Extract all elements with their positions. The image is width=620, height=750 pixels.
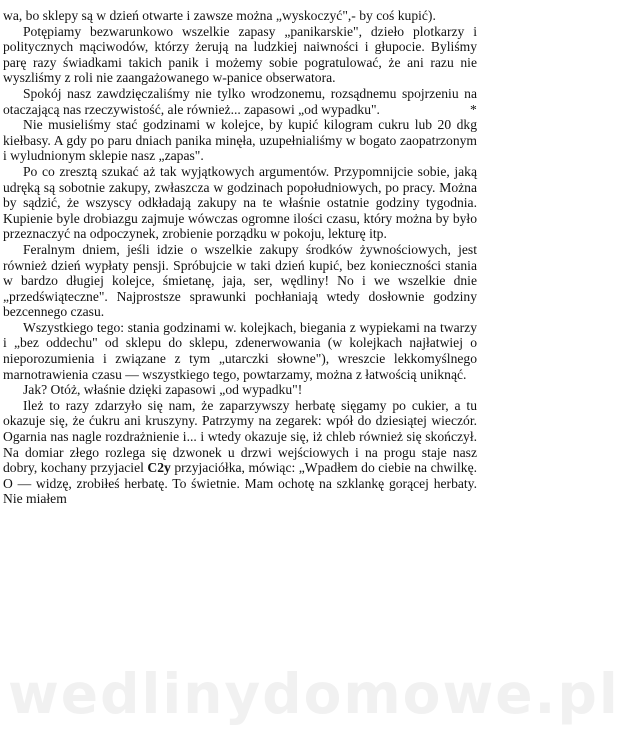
paragraph-avoid-all: Wszystkiego tego: stania godzinami w. kolejkach, biegania z wypiekami na twarzy i „bez oddechu" od sklepu do sklepu, zdenerwowania (w kolejkach najłatwiej o nieporozumienia i związane z tym „utarczki słowne"), wreszcie lekkomyślnego marnotrawienia czasu — wszystkiego tego, powtarzamy, można z łatwością uniknąć. [3, 319, 477, 382]
paragraph-payday: Feralnym dniem, jeśli idzie o wszelkie zakupy środków żywnościowych, jest również dzień wypłaty pensji. Spróbujcie w taki dzień kupić, bez konieczności stania w bardzo długiej kolejce, śmietanę, jaja, ser, wędliny! No i we wszelkie dnie „przedświąteczne". Najprostsze sprawunki pochłaniają wtedy dosłownie godziny bezcennego czasu. [3, 241, 477, 320]
paragraph-calm [3, 86, 477, 117]
paragraph-tea-story [3, 398, 477, 507]
paragraph-saturday-shopping: Po co zresztą szukać aż tak wyjątkowych argumentów. Przypomnijcie sobie, jaką udręką są sobotnie zakupy, zwłaszcza w godzinach popołudniowych, po pracy. Można by sądzić, że wszyscy odkładają zakupy na te właśnie ostatnie godziny tygodnia. Kupienie byle drobiazgu zajmuje wówczas ogromne ilości czasu, który można by było przeznaczyć na odpoczynek, zrobienie porządku w pokoju, lekturę itp. [3, 163, 477, 242]
document-body-text [3, 8, 477, 507]
paragraph-how: Jak? Otóż, właśnie dzięki zapasowi „od wypadku"! [23, 382, 303, 398]
paragraph-queues: Nie musieliśmy stać godzinami w kolejce, by kupić kilogram cukru lub 20 dkg kiełbasy. A gdy po paru dniach panika minęła, uzupełnialiśmy w bogato zaopatrzonym i wyludnionym sklepie nasz „zapas". [3, 117, 477, 164]
tea-story-text-before: Ileż to razy zdarzyło się nam, że zaparzywszy herbatę sięgamy po cukier, a tu okazuje się, że ćukru ani kruszyny. Patrzymy na zegarek: wpół do dziesiątej wieczór. Ogarnia nas nagle rozdrażnienie i... i wtedy okazuje się, iż chleb również się skończył. Na domiar złego rozlega się dzwonek u drzwi wejściowych i na progu staje nasz dobry, kochany przyjaciel [3, 397, 477, 476]
site-watermark: wedlinydomowe.pl [8, 662, 620, 726]
tea-story-bold-text: C2y [147, 460, 171, 476]
section-break-asterisk: * [469, 101, 477, 117]
tea-story-text-after: przyjaciółka, mówiąc: „Wpadłem do ciebie na chwilkę. O — widzę, zrobiłeś herbatę. To świetnie. Mam ochotę na szklankę gorącej herbaty. Nie miałem [3, 460, 478, 507]
paragraph-calm-text: Spokój nasz zawdzięczaliśmy nie tylko wrodzonemu, rozsądnemu spojrzeniu na otaczającą nas rzeczywistość, ale również... zapasowi „od wypadku". [3, 85, 477, 117]
paragraph-panic-stocks: Potępiamy bezwarunkowo wszelkie zapasy „panikarskie", dzieło plotkarzy i politycznych mąciwodów, którzy żerują na ludzkiej naiwności i głupocie. Byliśmy parę razy świadkami takich panik i możemy sobie pogratulować, że ani razu nie wyszliśmy z roli nie zaangażowanego w-panice obserwatora. [3, 23, 477, 86]
paragraph-continuation: wa, bo sklepy są w dzień otwarte i zawsze można „wyskoczyć",- by coś kupić). [3, 8, 436, 23]
